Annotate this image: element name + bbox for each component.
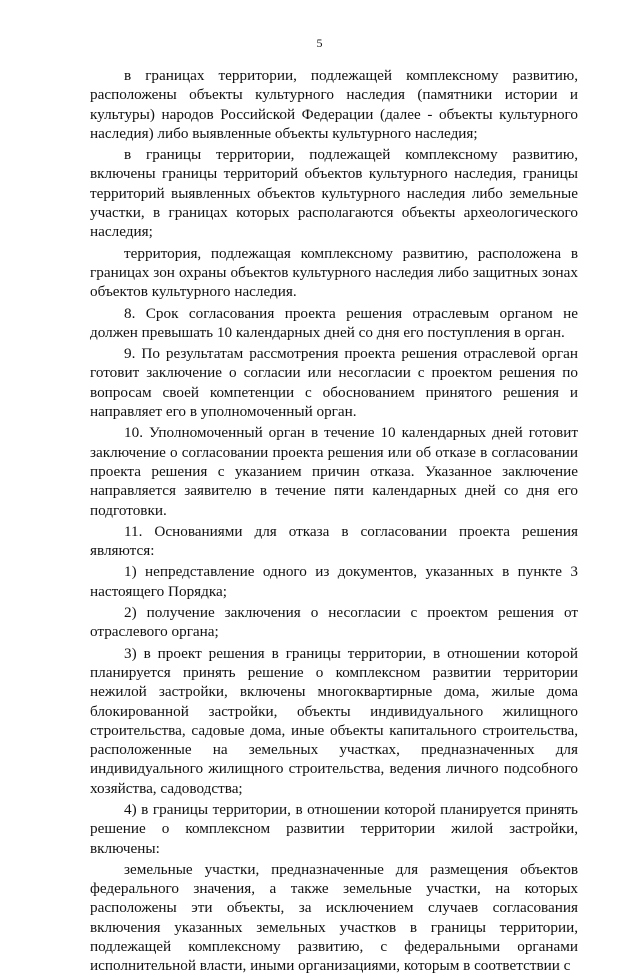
paragraph-item-11: 11. Основаниями для отказа в согласовании проекта решения являются: [90, 522, 578, 560]
paragraph-subitem-2: 2) получение заключения о несогласии с проектом решения от отраслевого органа; [90, 604, 578, 641]
paragraph-cultural-heritage-borders: в границы территории, подлежащей комплексному развитию, включены границы территорий объектов культурного наследия, границы территорий выявленных объектов культурного наследия либо земельные участки, в границах которых располагаются объекты археологического наследия; [90, 146, 578, 241]
paragraph-cultural-heritage-location: в границах территории, подлежащей комплексному развитию, расположены объекты культурного наследия (памятники истории и культуры) народов Российской Федерации (далее - объекты культурного наследия) либо выявленные объекты культурного наследия; [90, 67, 578, 142]
paragraph-item-10: 10. Уполномоченный орган в течение 10 календарных дней готовит заключение о согласовании проекта решения или об отказе в согласовании проекта решения с указанием причин отказа. Указанное заключение направляется заявителю в течение пяти календарных дней со дня его подготовки. [90, 424, 578, 519]
paragraph-item-8: 8. Срок согласования проекта решения отраслевым органом не должен превышать 10 календарных дней со дня его поступления в орган. [90, 304, 578, 341]
paragraph-subitem-4: 4) в границы территории, в отношении которой планируется принять решение о комплексном развитии территории жилой застройки, включены: [90, 800, 578, 857]
paragraph-federal-land-plots: земельные участки, предназначенные для размещения объектов федерального значения, а также земельные участки, на которых расположены эти объекты, за исключением случаев согласования включения указанных земельных участков в границы территории, подлежащей комплексному развитию, с федеральными органами исполнительной власти, иными организациями, которым в соответствии с [90, 860, 578, 975]
document-body [90, 66, 578, 978]
paragraph-subitem-3: 3) в проект решения в границы территории, в отношении которой планируется принять решение о комплексном развитии территории нежилой застройки, включены многоквартирные дома, жилые дома блокированной застройки, объекты индивидуального жилищного строительства, садовые дома, иные объекты капитального строительства, расположенные на земельных участках, предназначенных для индивидуального жилищного строительства, ведения личного подсобного хозяйства, садоводства; [90, 644, 578, 797]
page-number: 5 [316, 36, 323, 50]
paragraph-protection-zones: территория, подлежащая комплексному развитию, расположена в границах зон охраны объектов культурного наследия либо защитных зонах объектов культурного наследия. [90, 244, 578, 301]
paragraph-subitem-1: 1) непредставление одного из документов, указанных в пункте 3 настоящего Порядка; [90, 563, 578, 600]
paragraph-item-9: 9. По результатам рассмотрения проекта решения отраслевой орган готовит заключение о согласии или несогласии с проектом решения по вопросам своей компетенции с обоснованием принятого решения и направляет его в уполномоченный орган. [90, 345, 578, 421]
